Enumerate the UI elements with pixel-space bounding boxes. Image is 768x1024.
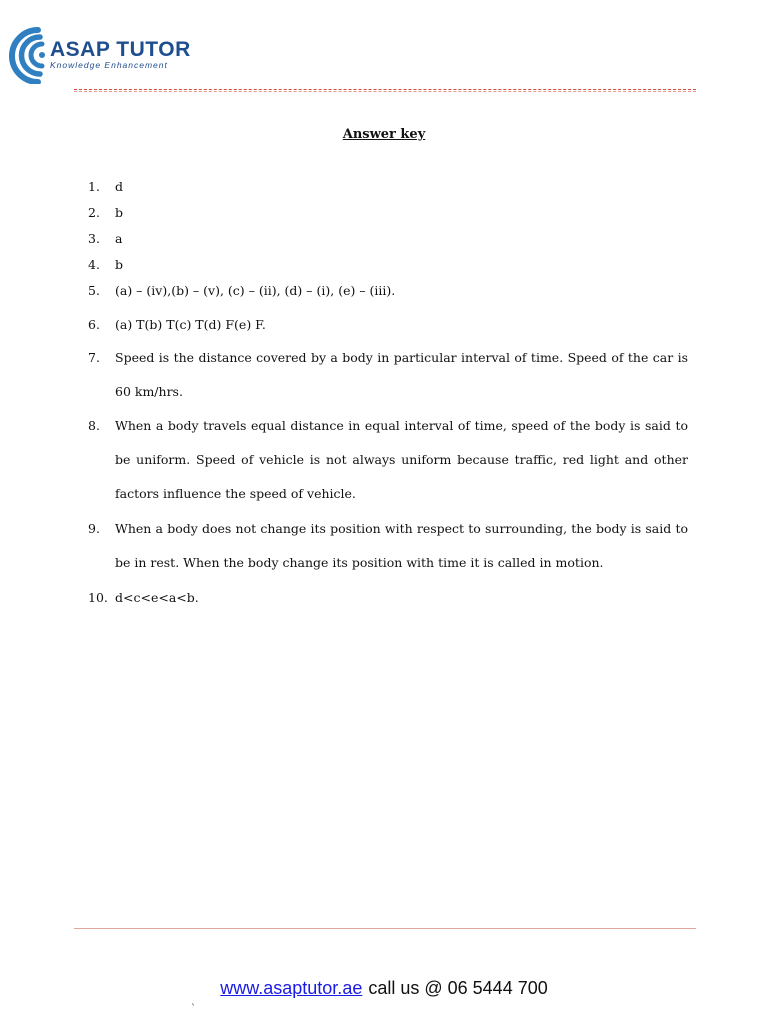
answer-number: 1. — [88, 179, 100, 194]
brand-tagline: Knowledge Enhancement — [50, 60, 168, 70]
answer-text: b — [115, 205, 124, 220]
answer-number: 6. — [88, 317, 100, 332]
answer-text: d<c<e<a<b. — [115, 590, 199, 605]
answer-text: (a) T(b) T(c) T(d) F(e) F. — [115, 317, 266, 332]
answer-item — [88, 274, 688, 308]
answer-text: a — [115, 231, 123, 246]
answer-text: Speed is the distance covered by a body in particular interval of time. Speed of the car is 60 km/hrs. — [115, 350, 688, 399]
website-link[interactable]: www.asaptutor.ae — [220, 978, 363, 998]
answer-number: 5. — [88, 283, 100, 298]
answer-number: 2. — [88, 205, 100, 220]
answer-text: d — [115, 179, 124, 194]
stray-mark: ` — [191, 1004, 196, 1015]
answer-text: (a) – (iv),(b) – (v), (c) – (ii), (d) – (i), (e) – (iii). — [115, 283, 396, 298]
answer-number: 10. — [88, 590, 108, 605]
answer-text: When a body travels equal distance in equal interval of time, speed of the body is said to be uniform. Speed of vehicle is not always uniform because traffic, red light and other factors influence the speed of vehicle. — [115, 418, 688, 501]
answer-item — [88, 341, 688, 409]
footer-divider — [74, 928, 696, 929]
answer-item — [88, 512, 688, 580]
answer-number: 7. — [88, 350, 100, 365]
answer-number: 3. — [88, 231, 100, 246]
answer-item — [88, 581, 688, 615]
answer-number: 8. — [88, 418, 100, 433]
answer-item — [88, 409, 688, 511]
answer-item — [88, 308, 688, 342]
answer-text: b — [115, 257, 124, 272]
answer-number: 4. — [88, 257, 100, 272]
call-text: call us @ 06 5444 700 — [368, 978, 548, 998]
page-title: Answer key — [342, 127, 426, 142]
header-divider — [74, 89, 696, 92]
answer-number: 9. — [88, 521, 100, 536]
footer — [0, 978, 768, 999]
brand-name: ASAP TUTOR — [50, 38, 191, 61]
logo — [6, 4, 206, 84]
answer-text: When a body does not change its position with respect to surrounding, the body is said to be in rest. When the body change its position with time it is called in motion. — [115, 521, 688, 570]
